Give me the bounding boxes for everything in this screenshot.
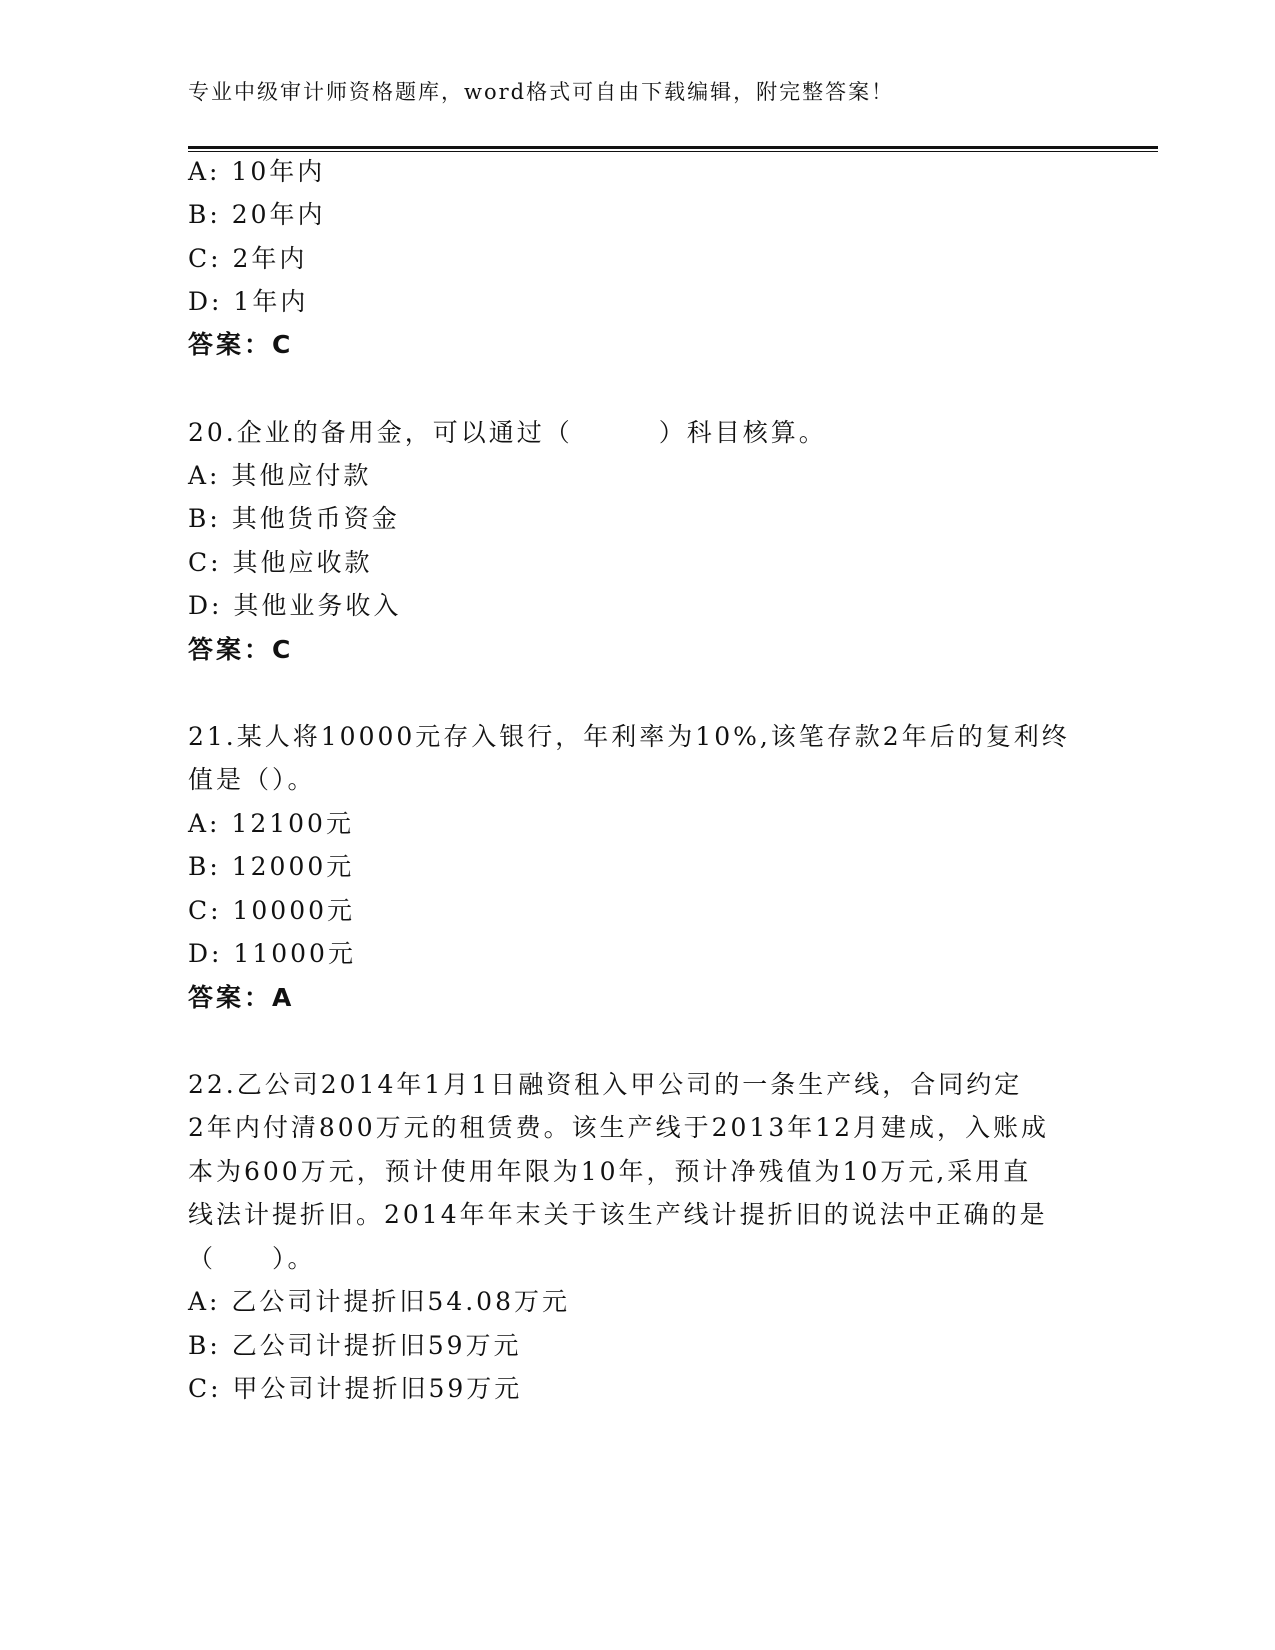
q20-option-b: B: 其他货币资金 <box>188 504 400 533</box>
q22-stem-line-2: 2年内付清800万元的租赁费。该生产线于2013年12月建成，入账成 <box>188 1113 1050 1142</box>
header-divider <box>188 146 1158 152</box>
q21-stem-line-2: 值是（）。 <box>188 765 316 794</box>
q21-option-a: A: 12100元 <box>188 809 354 838</box>
q20-stem-after: ）科目核算。 <box>658 418 827 447</box>
q21-option-b: B: 12000元 <box>188 852 355 881</box>
q22-stem-line-3: 本为600万元，预计使用年限为10年，预计净残值为10万元,采用直 <box>188 1157 1032 1186</box>
q19-option-b: B: 20年内 <box>188 200 326 229</box>
q22-option-b: B: 乙公司计提折旧59万元 <box>188 1331 522 1360</box>
q19-option-a: A: 10年内 <box>188 157 326 186</box>
q22-stem-line-1: 22.乙公司2014年1月1日融资租入甲公司的一条生产线，合同约定 <box>188 1070 1023 1099</box>
q21-answer: 答案：A <box>188 983 295 1012</box>
q22-option-a: A: 乙公司计提折旧54.08万元 <box>188 1287 570 1316</box>
q22-stem-line-5: （ ）。 <box>188 1244 316 1273</box>
q22-stem-line-4: 线法计提折旧。2014年年末关于该生产线计提折旧的说法中正确的是 <box>188 1200 1048 1229</box>
q20-stem <box>188 417 827 449</box>
q21-option-c: C: 10000元 <box>188 896 356 925</box>
q19-option-d: D: 1年内 <box>188 287 309 316</box>
q21-stem-line-1: 21.某人将10000元存入银行，年利率为10%,该笔存款2年后的复利终 <box>188 722 1070 751</box>
q20-option-a: A: 其他应付款 <box>188 461 372 490</box>
q20-option-d: D: 其他业务收入 <box>188 591 402 620</box>
q21-option-d: D: 11000元 <box>188 939 356 968</box>
q20-stem-before: 20.企业的备用金，可以通过（ <box>188 418 573 447</box>
q20-answer: 答案：C <box>188 635 294 664</box>
q20-option-c: C: 其他应收款 <box>188 548 373 577</box>
page-header: 专业中级审计师资格题库，word格式可自由下载编辑，附完整答案！ <box>188 80 895 104</box>
q19-answer: 答案：C <box>188 330 294 359</box>
q22-option-c: C: 甲公司计提折旧59万元 <box>188 1374 523 1403</box>
q19-option-c: C: 2年内 <box>188 244 308 273</box>
